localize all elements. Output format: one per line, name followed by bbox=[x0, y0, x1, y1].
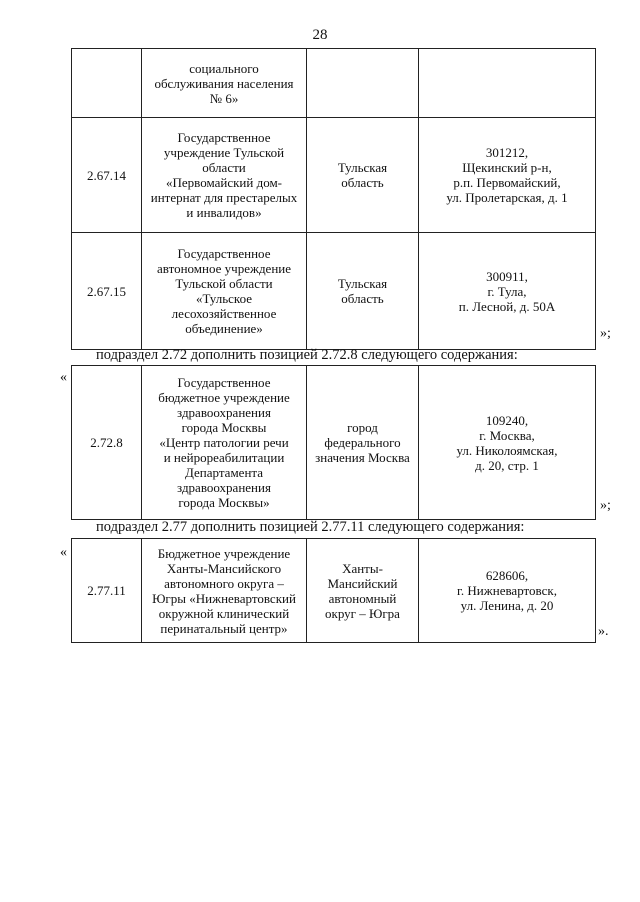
address-cell: 301212, Щекинский р-н, р.п. Первомайский, ул. Пролетарская, д. 1 bbox=[419, 118, 596, 233]
table-row bbox=[72, 366, 596, 520]
address-cell: 109240, г. Москва, ул. Николоямская, д. 20, стр. 1 bbox=[419, 366, 596, 520]
institution-name-cell: социального обслуживания населения № 6» bbox=[142, 49, 307, 118]
region-cell: Тульская область bbox=[307, 233, 419, 350]
region-cell bbox=[307, 49, 419, 118]
institution-name-cell: Государственное учреждение Тульской области «Первомайский дом- интернат для престарелых и инвалидов» bbox=[142, 118, 307, 233]
registry-table-2 bbox=[71, 365, 596, 520]
region-cell: Ханты- Мансийский автономный округ – Югра bbox=[307, 539, 419, 643]
closing-quote-mark: ». bbox=[598, 624, 609, 639]
table-row bbox=[72, 118, 596, 233]
institution-name-cell: Бюджетное учреждение Ханты-Мансийского автономного округа – Югры «Нижневартовский окружной клинический перинатальный центр» bbox=[142, 539, 307, 643]
table-row bbox=[72, 49, 596, 118]
registry-table-1 bbox=[71, 48, 596, 350]
opening-quote-mark: « bbox=[60, 370, 67, 385]
table-row bbox=[72, 539, 596, 643]
region-cell: город федерального значения Москва bbox=[307, 366, 419, 520]
region-cell: Тульская область bbox=[307, 118, 419, 233]
opening-quote-mark: « bbox=[60, 545, 67, 560]
institution-name-cell: Государственное бюджетное учреждение здравоохранения города Москвы «Центр патологии речи и нейрореабилитации Департамента здравоохранения города Москвы» bbox=[142, 366, 307, 520]
address-cell bbox=[419, 49, 596, 118]
table-row bbox=[72, 233, 596, 350]
page-number: 28 bbox=[312, 27, 328, 43]
position-number-cell: 2.67.15 bbox=[72, 233, 142, 350]
address-cell: 628606, г. Нижневартовск, ул. Ленина, д. 20 bbox=[419, 539, 596, 643]
subsection-heading: подраздел 2.77 дополнить позицией 2.77.11 следующего содержания: bbox=[96, 519, 525, 535]
closing-quote-mark: »; bbox=[600, 498, 611, 513]
institution-name-cell: Государственное автономное учреждение Тульской области «Тульское лесохозяйственное объединение» bbox=[142, 233, 307, 350]
closing-quote-mark: »; bbox=[600, 326, 611, 341]
position-number-cell: 2.77.11 bbox=[72, 539, 142, 643]
address-cell: 300911, г. Тула, п. Лесной, д. 50А bbox=[419, 233, 596, 350]
subsection-heading: подраздел 2.72 дополнить позицией 2.72.8 следующего содержания: bbox=[96, 347, 518, 363]
position-number-cell: 2.72.8 bbox=[72, 366, 142, 520]
registry-table-3 bbox=[71, 538, 596, 643]
position-number-cell bbox=[72, 49, 142, 118]
position-number-cell: 2.67.14 bbox=[72, 118, 142, 233]
